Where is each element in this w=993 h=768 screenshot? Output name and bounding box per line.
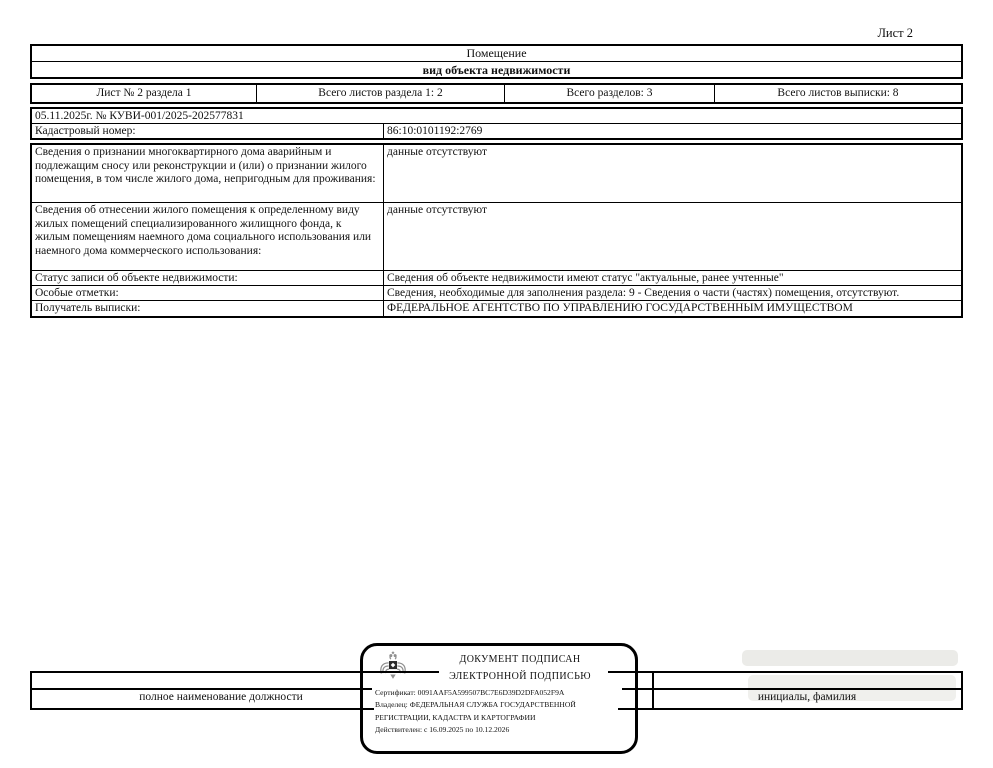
request-info-table	[30, 107, 963, 140]
line-stub	[608, 671, 638, 673]
stamp-title-line1: ДОКУМЕНТ ПОДПИСАН	[459, 654, 581, 665]
detail-value: Сведения об объекте недвижимости имеют статус "актуальные, ранее учтенные"	[387, 272, 784, 284]
detail-value: данные отсутствуют	[387, 204, 487, 216]
table-row	[32, 285, 961, 300]
object-type-table	[30, 44, 963, 79]
line-stub	[361, 688, 372, 690]
table-row	[32, 270, 961, 285]
detail-value: Сведения, необходимые для заполнения раздела: 9 - Сведения о части (частях) помещения, отсутствуют.	[387, 287, 900, 299]
table-row	[32, 145, 961, 202]
detail-label: Сведения о признании многоквартирного дома аварийным и подлежащим сносу или реконструкции и (или) о признании жилого помещения, в том числе жилого дома, непригодным для проживания:	[32, 145, 384, 202]
line-stub	[361, 671, 439, 673]
sheet-counts-cell: Всего листов раздела 1: 2	[257, 85, 505, 102]
digital-signature-stamp	[360, 643, 638, 754]
signature-border	[961, 671, 963, 710]
cadastral-number-value: 86:10:0101192:2769	[387, 125, 483, 137]
table-row	[32, 300, 961, 316]
stamp-owner: Владелец: ФЕДЕРАЛЬНАЯ СЛУЖБА ГОСУДАРСТВЕННОЙ РЕГИСТРАЦИИ, КАДАСТРА И КАРТОГРАФИИ	[375, 700, 576, 722]
detail-label: Статус записи об объекте недвижимости:	[32, 271, 384, 285]
line-stub	[618, 708, 638, 710]
sheet-counts-table	[30, 83, 963, 104]
stamp-validity: Действителен: с 16.09.2025 по 10.12.2026	[375, 725, 510, 735]
name-caption: инициалы, фамилия	[757, 691, 857, 703]
detail-value: ФЕДЕРАЛЬНОЕ АГЕНТСТВО ПО УПРАВЛЕНИЮ ГОСУДАРСТВЕННЫМ ИМУЩЕСТВОМ	[387, 302, 853, 314]
detail-value: данные отсутствуют	[387, 146, 487, 158]
stamp-certificate: Сертификат: 0091AAF5A599507BC7E6D39D2DFA052F9A	[375, 688, 565, 697]
cadastral-number-row	[32, 123, 961, 138]
cadastral-number-label: Кадастровый номер:	[32, 124, 384, 138]
detail-label: Сведения об отнесении жилого помещения к определенному виду жилых помещений специализированного жилищного фонда, к жилым помещениям наемного дома социального использования или наемного дома коммерческого использования:	[32, 203, 384, 270]
scan-artifact	[742, 650, 958, 666]
details-table	[30, 143, 963, 318]
sheet-counts-cell: Всего листов выписки: 8	[777, 87, 899, 99]
stamp-title-line2: ЭЛЕКТРОННОЙ ПОДПИСЬЮ	[449, 670, 591, 682]
stamp-details	[375, 687, 629, 737]
sheet-counts-cell: Всего разделов: 3	[505, 85, 715, 102]
sheet-number: Лист 2	[877, 26, 913, 40]
table-row	[32, 202, 961, 270]
position-caption: полное наименование должности	[139, 691, 303, 703]
object-type-caption: вид объекта недвижимости	[32, 61, 961, 77]
object-type-value: Помещение	[466, 46, 527, 60]
detail-label: Получатель выписки:	[32, 301, 384, 316]
line-stub	[361, 708, 374, 710]
sheet-counts-cell: Лист № 2 раздела 1	[32, 85, 257, 102]
detail-label: Особые отметки:	[32, 286, 384, 300]
rosreestr-eagle-emblem-icon	[376, 650, 410, 686]
request-date-number: 05.11.2025г. № КУВИ-001/2025-202577831	[35, 110, 244, 122]
stamp-title	[411, 652, 629, 685]
line-stub	[622, 688, 638, 690]
